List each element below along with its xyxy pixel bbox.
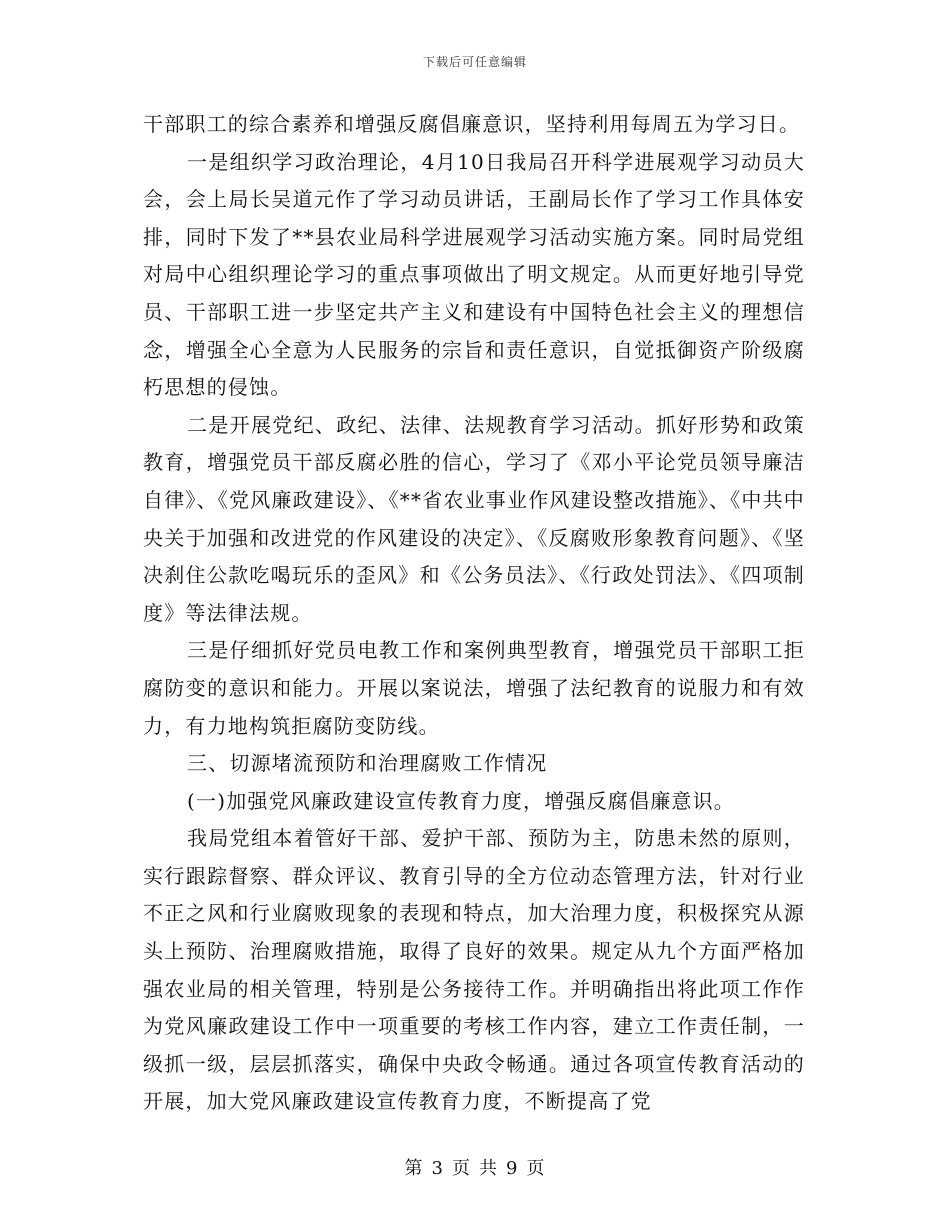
footer-label-ye-2: 页 xyxy=(526,1158,546,1179)
paragraph-2: 一是组织学习政治理论，4月10日我局召开科学进展观学习动员大会，会上局长吴道元作了学习动员讲话，王副局长作了学习工作具体安排，同时下发了**县农业局科学进展观学习活动实施方案。同时局党组对局中心组织理论学习的重点事项做出了明文规定。从而更好地引导党员、干部职工进一步坚定共产主义和建设有中国特色社会主义的理想信念，增强全心全意为人民服务的宗旨和责任意识，自觉抵御资产阶级腐朽思想的侵蚀。 xyxy=(143,149,805,400)
page-header-note: 下载后可任意编辑 xyxy=(422,55,527,69)
document-body xyxy=(143,106,805,1121)
subsection-heading: (一)加强党风廉政建设宣传教育力度，增强反腐倡廉意识。 xyxy=(187,788,736,813)
footer-total-pages: 9 xyxy=(506,1158,519,1179)
page-number-footer xyxy=(0,1154,950,1180)
paragraph-3: 二是开展党纪、政纪、法律、法规教育学习活动。抓好形势和政策教育，增强党员干部反腐必胜的信心，学习了《邓小平论党员领导廉洁自律》、《党风廉政建设》、《**省农业事业作风建设整改措施》、《中共中央关于加强和改进党的作风建设的决定》、《反腐败形象教育问题》、《坚决刹住公款吃喝玩乐的歪风》和《公务员法》、《行政处罚法》、《四项制度》等法律法规。 xyxy=(143,412,805,625)
paragraph-7: 我局党组本着管好干部、爱护干部、预防为主，防患未然的原则，实行跟踪督察、群众评议、教育引导的全方位动态管理方法，针对行业不正之风和行业腐败现象的表现和特点，加大治理力度，积极探究从源头上预防、治理腐败措施，取得了良好的效果。规定从九个方面严格加强农业局的相关管理，特别是公务接待工作。并明确指出将此项工作作为党风廉政建设工作中一项重要的考核工作内容，建立工作责任制，一级抓一级，层层抓落实，确保中央政令畅通。通过各项宣传教育活动的开展，加大党风廉政建设宣传教育力度，不断提高了党 xyxy=(143,826,805,1114)
paragraph-1: 干部职工的综合素养和增强反腐倡廉意识，坚持利用每周五为学习日。 xyxy=(143,112,801,136)
footer-label-ye: 页 xyxy=(452,1158,471,1179)
paragraph-4: 三是仔细抓好党员电教工作和案例典型教育，增强党员干部职工拒腐防变的意识和能力。开展以案说法，增强了法纪教育的说服力和有效力，有力地构筑拒腐防变防线。 xyxy=(143,638,805,738)
footer-label-di: 第 xyxy=(404,1158,424,1179)
section-heading: 三、切源堵流预防和治理腐败工作情况 xyxy=(187,751,548,776)
footer-label-gong: 共 xyxy=(479,1158,498,1179)
footer-current-page: 3 xyxy=(431,1158,444,1179)
